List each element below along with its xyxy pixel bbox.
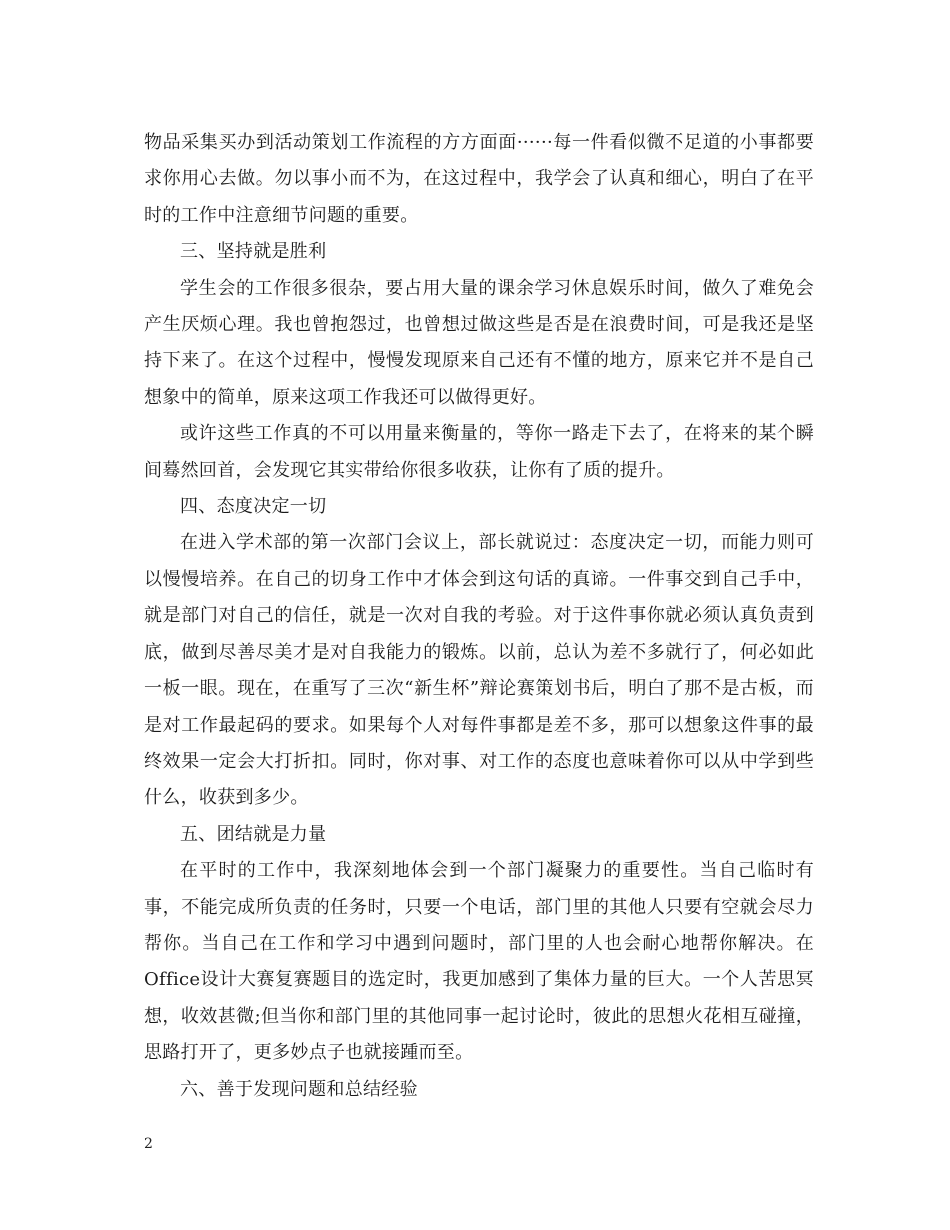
page-number: 2 [144,1136,153,1152]
paragraph-3: 或许这些工作真的不可以用量来衡量的，等你一路走下去了，在将来的某个瞬间蓦然回首，会发现它其实带给你很多收获，让你有了质的提升。 [144,423,814,481]
section-heading-4: 四、态度决定一切 [180,496,327,518]
paragraph-5: 在平时的工作中，我深刻地体会到一个部门凝聚力的重要性。当自己临时有事，不能完成所负责的任务时，只要一个电话，部门里的其他人只要有空就会尽力帮你。当自己在工作和学习中遇到问题时，部门里的人也会耐心地帮你解决。在Office设计大赛复赛题目的选定时，我更加感到了集体力量的巨大。一个人苦思冥想，收效甚微;但当你和部门里的其他同事一起讨论时，彼此的思想火花相互碰撞，思路打开了，更多妙点子也就接踵而至。 [144,860,814,1064]
paragraph-4: 在进入学术部的第一次部门会议上，部长就说过：态度决定一切，而能力则可以慢慢培养。在自己的切身工作中才体会到这句话的真谛。一件事交到自己手中，就是部门对自己的信任，就是一次对自我的考验。对于这件事你就必须认真负责到底，做到尽善尽美才是对自我能力的锻炼。以前，总认为差不多就行了，何必如此一板一眼。现在，在重写了三次“新生杯”辩论赛策划书后，明白了那不是古板，而是对工作最起码的要求。如果每个人对每件事都是差不多，那可以想象这件事的最终效果一定会大打折扣。同时，你对事、对工作的态度也意味着你可以从中学到些什么，收获到多少。 [144,532,814,809]
section-heading-3: 三、坚持就是胜利 [180,241,327,263]
section-heading-5: 五、团结就是力量 [180,823,327,845]
paragraph-2: 学生会的工作很多很杂，要占用大量的课余学习休息娱乐时间，做久了难免会产生厌烦心理。我也曾抱怨过，也曾想过做这些是否是在浪费时间，可是我还是坚持下来了。在这个过程中，慢慢发现原来自己还有不懂的地方，原来它并不是自己想象中的简单，原来这项工作我还可以做得更好。 [144,277,814,408]
section-heading-6: 六、善于发现问题和总结经验 [180,1078,418,1100]
paragraph-1: 物品采集买办到活动策划工作流程的方方面面······每一件看似微不足道的小事都要求你用心去做。勿以事小而不为，在这过程中，我学会了认真和细心，明白了在平时的工作中注意细节问题的重要。 [144,132,814,226]
document-body [144,125,814,1108]
